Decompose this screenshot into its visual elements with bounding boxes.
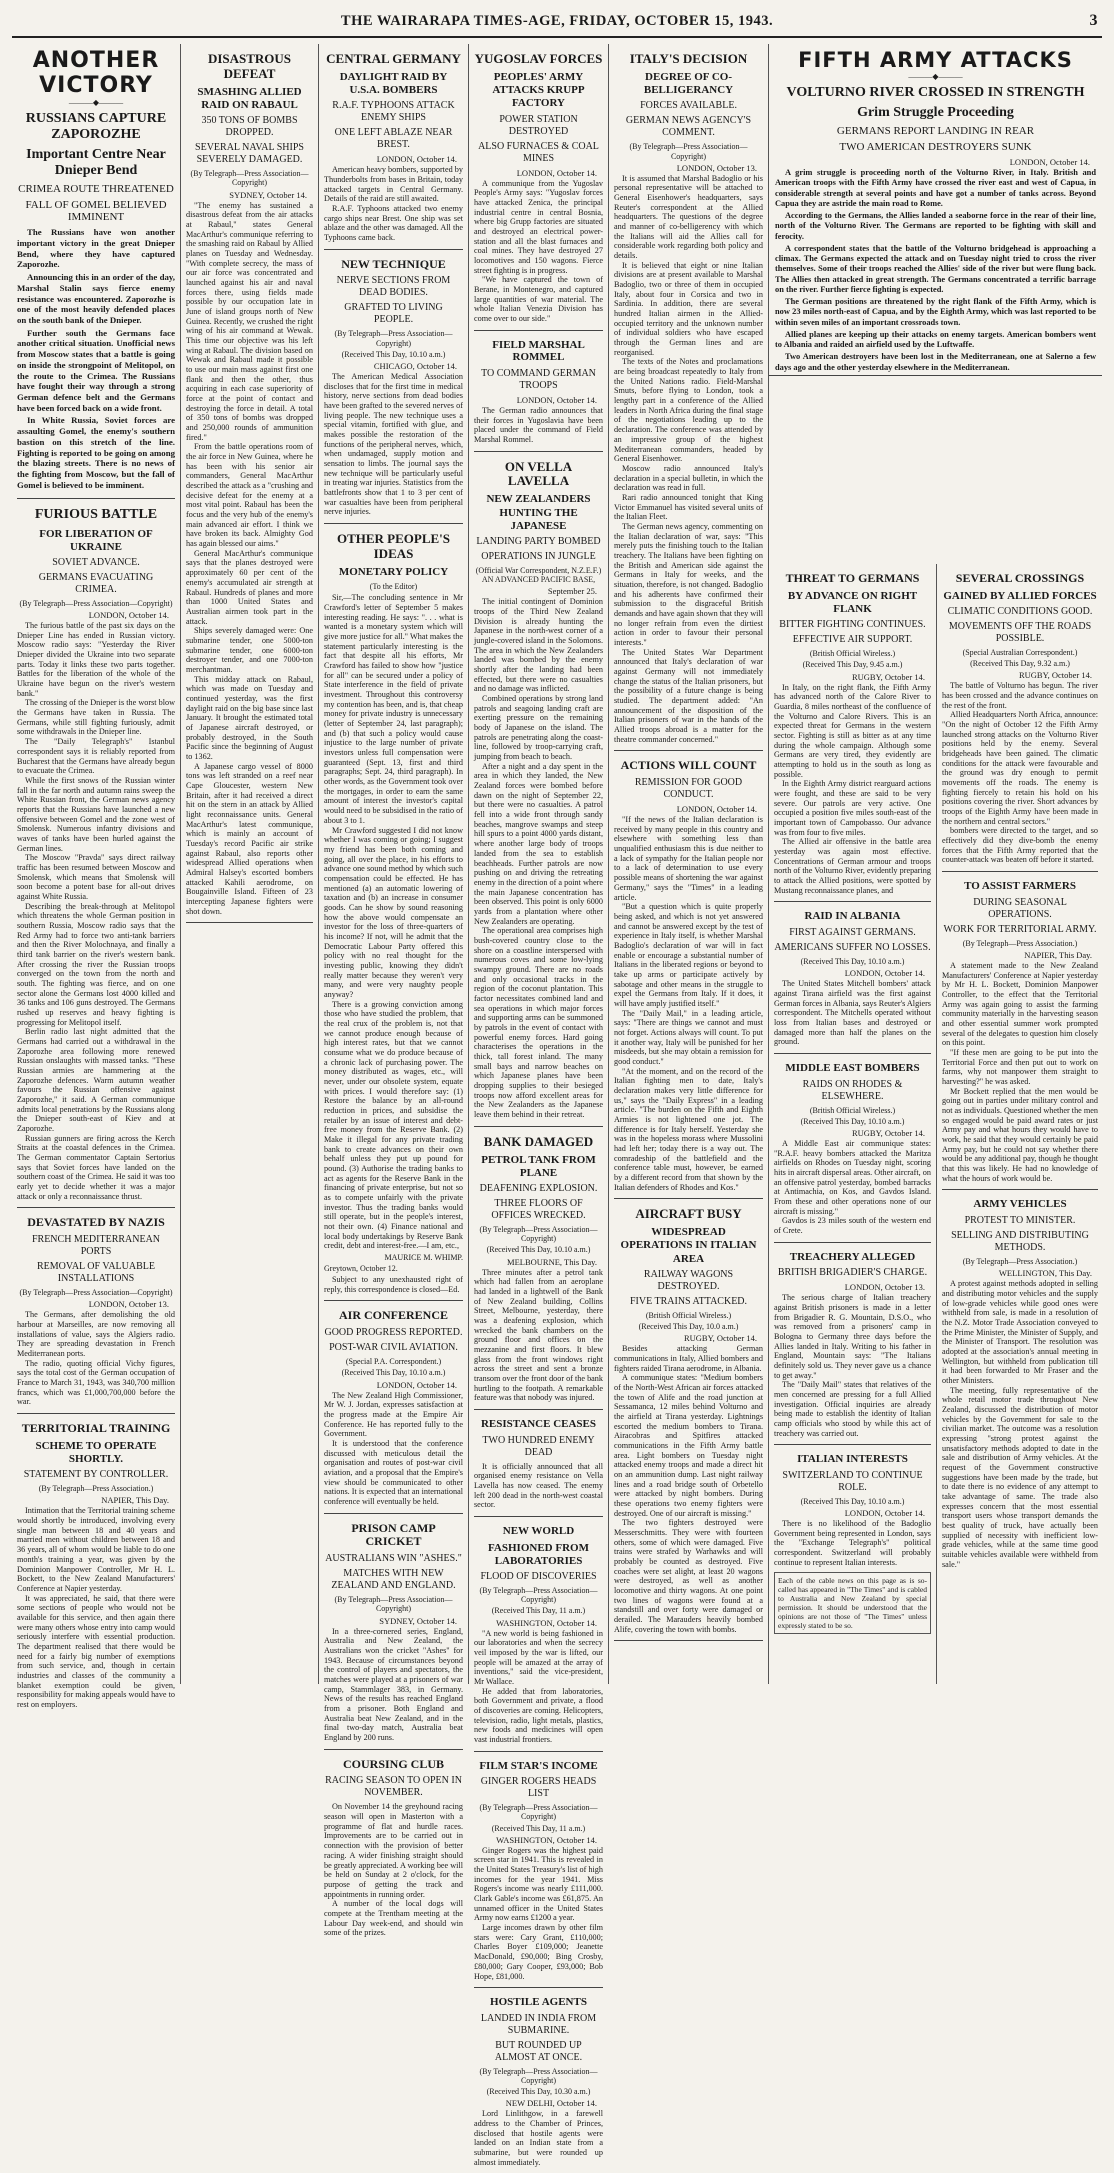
article-furious-battle: [17, 499, 175, 1208]
subheadline: PEOPLES' ARMY ATTACKS KRUPP FACTORY: [492, 70, 585, 110]
right-zone: [768, 44, 1102, 1684]
article-paragraph: Gavdos is 23 miles south of the western end of Crete.: [774, 1216, 931, 1235]
article-paragraph: The "Daily Telegraph's" Istanbul correspondent says it is reliably reported from Bucharest that the Germans have already begun to evacuate the Crimea.: [17, 737, 175, 776]
article-film-star: [474, 1752, 603, 1989]
article-bank-damaged: [474, 1127, 603, 1410]
subheadline: TWO AMERICAN DESTROYERS SUNK: [839, 141, 1032, 154]
subheadline: PROTEST TO MINISTER.: [964, 1215, 1076, 1227]
article-paragraph: Two American destroyers have been lost in the Mediterranean, one at Salerno a few days ago and the other yesterday elsewhere in the Mediterranean.: [775, 352, 1096, 372]
article-paragraph: The meeting, fully representative of the whole retail motor trade throughout New Zealand, discussed the distribution of motor vehicles by the Government for sale to the civilian market. The outcome was a resolution expressing "strong protest against the unsatisfactory methods adopted to date in the sale and distribution of Army vehicles. At the request of the Government constructive suggestions have been made by the trade, but to date there is no evidence of any attempt to take advantage of same. The trade also expresses concern that the most essential transport users whose transport demands the best quality of truck, have actually been supplied of necessity with inefficient low-grade vehicles, while at the same time good suitable vehicles available were withheld from sale.": [942, 1385, 1098, 1569]
headline: CENTRAL GERMANY: [326, 51, 461, 66]
article-paragraph: The German radio announces that their forces in Yugoslavia have been placed under the command of Field Marshal Rommel.: [474, 405, 603, 444]
headline: HOSTILE AGENTS: [490, 1996, 587, 2009]
article-paragraph: On November 14 the greyhound racing season will open in Masterton with a programme of flat and hurdle races. Improvements are to be carried out in connection with the provision of better racing. A wider finishing straight should be greatly appreciated. A working bee will be held on Sunday at 2 o'clock, for the purpose of getting the track and appointments in running order.: [324, 1802, 463, 1899]
article-paragraph: Lord Linlithgow, in a farewell address to the Chamber of Princes, disclosed that hostile agents were landed on an Indian state from a submarine, but were rounded up almost immediately.: [474, 2109, 603, 2167]
article-paragraph: The furious battle of the past six days on the Dnieper Line has ended in Russian victory. Moscow radio says: "Yesterday the River Dnieper divided the Ukraine into two separate parts. Today it links these two parts together. Battles for the liberation of the whole of the Ukraine have begun on the river's western bank.": [17, 621, 175, 698]
dateline: RUGBY, October 14.: [851, 1127, 925, 1138]
article-vella-lavella: [474, 452, 603, 1127]
article-paragraph: Mr Bockett replied that the men would be going out in parties under military control and not as individuals. Questioned whether the men so engaged would be paid award rates or just Army pay and what hours they would have to work, he said that they would certainly be paid Army pay, but he could not say whether there would be any additional pay, though he thought that this was likely. He had no knowledge of what the hours of work would be.: [942, 1086, 1098, 1183]
article-paragraph: Mr Crawford suggested I did not know whether I was coming or going; I suggest my friend has been both coming and going, all over the place, in his efforts to advance one sound method by which such compensation could be effected. He has mentioned (a) an automatic lowering of taxation and (b) an increase in consumer goods. Can he show by sound reasoning how the above would compensate an investor for the loss of three-quarters of his income? If not, will he admit that the Democratic Labour Party offered this policy with no real thought for the investing public, knowing they didn't really matter because they weren't very many, and were very naughty people anyway?: [324, 825, 463, 999]
article-paragraph: Subject to any unexhausted right of reply, this correspondence is closed—Ed.: [324, 1275, 463, 1294]
dateline: LONDON, October 14.: [516, 167, 597, 178]
article-paragraph: In the Eighth Army district rearguard actions were fought, and these are said to be very severe. Our patrols are very active. One occupied a position five miles south-east of the important town of Campobasso. Our advance was from four to five miles.: [774, 779, 931, 837]
subheadline: NEW ZEALANDERS HUNTING THE JAPANESE: [486, 493, 591, 532]
subheadline: GRAFTED TO LIVING PEOPLE.: [344, 302, 443, 326]
article-threat: [774, 564, 931, 902]
article-paragraph: "At the moment, and on the record of the Italian fighting men to date, Italy's declaration makes very little difference for us," says the "Daily Express" in a leading article. "The burden on the Fifth and Eighth Armies is not lightened one jot. The difference is for Italy herself. Yesterday she was in the hopeless morass where Mussolini had left her; today there is a way out. The comradeship of the battlefield and the conference table must, however, be earned by a different record from that shown by the Italian defenders of Rhodes and Kos.": [614, 1066, 763, 1192]
dateline: NAPIER, This Day.: [101, 1495, 169, 1506]
received-line: (Received This Day, 10.10 a.m.): [341, 349, 446, 359]
right-col-b: [936, 564, 1103, 1684]
article-paragraph: It is assumed that Marshal Badoglio or his personal representative will be attached to General Eisenhower's headquarters, says Reuter's correspondent at the Allied headquarters. The questions of the degree and manner of co-belligerency with which the Italians will aid the Allies call for considerable work regarding both policy and details.: [614, 173, 763, 261]
subheadline: FASHIONED FROM LABORATORIES: [488, 1541, 589, 1567]
letter-signature: MAURICE M. WHIMP.: [384, 1253, 463, 1263]
column-1: [12, 44, 180, 1709]
subheadline: GINGER ROGERS HEADS LIST: [480, 1776, 597, 1800]
subheadline: TO COMMAND GERMAN TROOPS: [481, 367, 596, 391]
right-col-a: [769, 564, 936, 1684]
article-paragraph: "A new world is being fashioned in our laboratories and when the secrecy veil imposed by the war is lifted, our people will be amazed at the array of inventions," said the vice-president, Mr Wallace.: [474, 1628, 603, 1686]
article-paragraph: A correspondent states that the battle of the Volturno bridgehead is approaching a climax. The Germans expected the attack and on Tuesday night tried to cross the river themselves. Some of their troops reached the Allies' side of the river but were flung back. The Allies then attacked in great strength. The Germans concentrated a terrific barrage on the river. Further fierce fighting is expected.: [775, 243, 1096, 294]
dateline: WASHINGTON, October 14.: [496, 1834, 597, 1845]
article-paragraph: Announcing this in an order of the day, Marshal Stalin says fierce enemy resistance was encountered. Zaporozhe is one of the most heavily defended places on the south bank of the Dnieper.: [17, 272, 175, 325]
divider: [775, 73, 1096, 81]
article-paragraph: The "Daily Mail" states that relatives of the men concerned are pressing for a full Allied investigation. Official inquiries are already being made to establish the identity of Italian camp officials who stood by while this act of treachery was carried out.: [774, 1380, 931, 1438]
article-paragraph: It was appreciated, he said, that there were some sections of people who would not be available for this service, and then again there were many others whose entry into camp would seriously interfere with essential production. The department realised that there would be need for a fairly big number of exemptions from such service, and, though in certain industries and classes of the community a blanket exemption could be given, responsibility for making appeals would have to rest on employers.: [17, 1593, 175, 1709]
subheadline: FIRST AGAINST GERMANS.: [789, 926, 916, 938]
article-paragraph: The Germans, after demolishing the old harbour at Marseilles, are now removing all installations of value, says the Algiers radio. They are spreading devastation in French Mediterranean ports.: [17, 1310, 175, 1359]
headline: ACTIONS WILL COUNT: [620, 758, 757, 773]
article-paragraph: The serious charge of Italian treachery against British prisoners is made in a letter from Brigadier R. G. Mountain, D.S.O., who was removed from a prisoners' camp in Bologna to Germany three days before the Allies landed in Italy. Writing to his father in England, Mountain says: "The Italians definitely sold us. They never gave us a chance to get away.": [774, 1293, 931, 1380]
column-4: [608, 44, 768, 1684]
received-line: (Received This Day, 11 a.m.): [491, 1823, 586, 1833]
article-paragraph: The texts of the Notes and proclamations are being broadcast repeatedly to Italy from the United Nations radio. Field-Marshal Smuts, before flying to London, took a lengthy part in a conference of the Allied leaders in North Africa during the final stage of the negotiations leading up to the declaration. The conference was attended by an impressive group of the highest Mediterranean commanders, headed by General Eisenhower.: [614, 357, 763, 464]
article-paragraph: Allied Headquarters North Africa, announce: "On the night of October 12 the Fifth Army launched strong attacks on the Volturno River positions held by the enemy. Several bridgeheads have been gained. The climatic conditions for the attack were favourable and the ground was dry enough to permit movements off the roads. The enemy is fighting fiercely to retain his hold on his positions covering the river. Short advances by troops of the Eighth Army have been made in the northern and central sectors.": [942, 710, 1098, 826]
article-new-world: [474, 1517, 603, 1752]
article-paragraph: A communique from the Yugoslav People's Army says: "Yugoslav forces have attacked Zenica, the principal industrial centre in central Bosnia, where big Grupp factories are situated and destroyed an electrical power-station and all the blast furnaces and coal mines. They have destroyed 27 locomotives and 150 wagons. Fierce street fighting is in progress.: [474, 178, 603, 275]
subheadline: DURING SEASONAL OPERATIONS.: [973, 896, 1067, 920]
article-paragraph: In White Russia, Soviet forces are assaulting Gomel, the enemy's southern bastion on this stretch of the line. Fighting is reported to be going on among the blazing streets. There is no news of the fighting from Moscow, but the fall of Gomel is believed to be imminent.: [17, 415, 175, 490]
credit-line: (British Official Wireless.): [809, 649, 896, 659]
headline: DISASTROUS DEFEAT: [207, 51, 292, 81]
subheadline: RAILWAY WAGONS DESTROYED.: [643, 1268, 734, 1292]
credit-line: (By Telegraph—Press Association—Copyright): [479, 1224, 598, 1244]
article-paragraph: It is understood that the conference discussed with meticulous detail the organisation and routes of post-war civil aviation, and a proposal that the Empire's view should be communicated to other nations. It is expected that an international conference will eventually be held.: [324, 1438, 463, 1506]
credit-line: (By Telegraph—Press Association—Copyright): [334, 329, 453, 348]
credit-line: (By Telegraph—Press Association—Copyright): [479, 1585, 598, 1605]
headline: ITALY'S DECISION: [629, 51, 748, 66]
dateline: SYDNEY, October 14.: [229, 189, 307, 200]
headline: PRISON CAMP CRICKET: [351, 1520, 436, 1549]
article-fifth-army: [769, 48, 1102, 376]
headline: TO ASSIST FARMERS: [964, 880, 1076, 893]
credit-line: (Official War Correspondent, N.Z.E.F.) AN ADVANCED PACIFIC BASE,: [475, 565, 602, 585]
dateline: LONDON, October 14.: [376, 154, 457, 165]
dateline: NAPIER, This Day.: [1024, 949, 1092, 960]
received-line: (Received This Day, 11 a.m.): [491, 1606, 586, 1616]
article-paragraph: American heavy bombers, supported by Thunderbolts from bases in Britain, today attacked targets in Central Germany. Details of the raid are still awaited.: [324, 165, 463, 204]
dateline: LONDON, October 13.: [676, 162, 757, 173]
column-6: [318, 44, 468, 1938]
article-paragraph: The United States Mitchell bombers' attack against Tirana airfield was the first against German forces in Albania, says Reuter's Algiers correspondent. The Mitchells operated without loss from Italian bases and destroyed or damaged more than half the planes on the ground.: [774, 979, 931, 1047]
subheadline: Important Centre Near Dnieper Bend: [26, 147, 166, 179]
article-paragraph: R.A.F. Typhoons attacked two enemy cargo ships near Brest. One ship was set ablaze and the other was damaged. All the Typhoons came back.: [324, 204, 463, 243]
article-paragraph: The operational area comprises high bush-covered country close to the shore on a coastline interspersed with numerous coves and some low-lying swampy ground. There are no roads and only occasional tracks in the region of the coconut plantation. This factor necessitates combined land and sea operations in which major forces and supporting arms can be summoned by patrols in the event of contact with powerful enemy forces. Hard going characterises the operations in the thick, tall forest inland. The many small bays and narrow beaches on which Japanese planes have been dropping supplies to their besieged troops now afford excellent areas for the New Zealanders as the Japanese leave them behind in their retreat.: [474, 926, 603, 1119]
credit-line: (By Telegraph—Press Association—Copyright): [19, 598, 173, 608]
subheadline: BUT ROUNDED UP ALMOST AT ONCE.: [494, 2039, 583, 2063]
subheadline: 350 TONS OF BOMBS DROPPED.: [201, 115, 298, 139]
headline: SEVERAL CROSSINGS: [955, 571, 1085, 585]
subheadline: DEGREE OF CO-BELLIGERANCY: [643, 70, 734, 97]
headline: DEVASTATED BY NAZIS: [27, 1215, 165, 1230]
subheadline: LANDING PARTY BOMBED: [476, 535, 601, 547]
headline: COURSING CLUB: [342, 1756, 444, 1771]
subheadline: PETROL TANK FROM PLANE: [481, 1153, 596, 1179]
right-lower: [769, 564, 1102, 1684]
headline: BANK DAMAGED: [483, 1133, 594, 1149]
subheadline: FRENCH MEDITERRANEAN PORTS: [31, 1234, 161, 1258]
subheadline: SCHEME TO OPERATE SHORTLY.: [35, 1439, 157, 1466]
subheadline: RAIDS ON RHODES & ELSEWHERE.: [802, 1078, 903, 1102]
received-line: (Received This Day, 9.32 a.m.): [970, 659, 1070, 669]
times-notice: Each of the cable news on this page as is so-called has appeared in "The Times" and is cabled to Australia and New Zealand by special permission. It should be understood that the opinions are not those of "The Times" unless expressly stated to be so.: [774, 1572, 931, 1634]
article-treachery: [774, 1243, 931, 1446]
subheadline: REMOVAL OF VALUABLE INSTALLATIONS: [37, 1261, 155, 1285]
article-paragraph: There is no likelihood of the Badoglio Government being represented in London, says the "Exchange Telegraph's" political correspondent. Switzerland will probably continue to represent Italian interests.: [774, 1519, 931, 1567]
headline: NEW WORLD: [502, 1524, 575, 1537]
headline: VOLTURNO RIVER CROSSED IN STRENGTH: [786, 85, 1085, 100]
article-paragraph: A Japanese cargo vessel of 8000 tons was left stranded on a reef near Cape Gloucester, western New Britain, after it had received a direct hit on the stern in an attack by Allied light reconnaissance units. General MacArthur's latest communique, which is mainly an account of Tuesday's record Pacific air strike against Rabaul, also reports other widespread Allied operations when Admiral Halsey's escorted bombers attacked Kahili aerodrome, on Bougainville Island. Fifteen of 23 intercepting Japanese fighters were shot down.: [186, 761, 313, 916]
subheadline: GERMANS EVACUATING CRIMEA.: [38, 571, 154, 595]
letter-place: Greytown, October 12.: [324, 1264, 398, 1274]
article-paragraph: Ships severely damaged were: One submarine tender, one 5000-ton submarine tender, one 6000-ton destroyer tender, and one 7000-ton merchantman.: [186, 626, 313, 674]
article-paragraph: "The enemy has sustained a disastrous defeat from the air attacks at Rabaul," states General MacArthur's communique referring to the smashing raid on Rabaul by Allied planes on Tuesday and Wednesday. "With complete secrecy, the mass of our air force was concentrated and launched against his air and naval forces there, using fields made possible by our occupation late in June of island groups north of New Guinea. Recently, we crushed the right wing of his air command at Wewak. This time our objective was his left wing at Rabaul. The division based on Wewak and Rabaul made it possible to use our main mass against first one flank and then the other, thus acquiring in each case superiority of force at the point of contact and destroying the force in detail. A total of 350 tons of bombs was dropped and 250,000 rounds of ammunition fired.": [186, 200, 314, 442]
masthead: [12, 8, 1102, 38]
headline: NEW TECHNIQUE: [341, 256, 446, 271]
article-rommel: [474, 331, 603, 452]
headline: ITALIAN INTERESTS: [797, 1453, 908, 1466]
subheadline: STATEMENT BY CONTROLLER.: [23, 1469, 169, 1481]
article-paragraph: Intimation that the Territorial training scheme would shortly be introduced, involving every single man between 18 and 40 years and married men without children between 18 and 36 years, all of whom would be liable to do one month's training a year, was given by the Dominion Manpower Controller, Mr H. L. Bockett, to the New Zealand Manufacturers' Conference at Napier yesterday.: [17, 1506, 175, 1593]
article-paragraph: It is believed that eight or nine Italian divisions are at present available to Marshal Badoglio, two or three of them in occupied Italy, about four in Corsica and two in Sardinia. In addition, there are several hundred Italian airmen in the Allied-occupied territory and the unknown number of individual soldiers who have escaped through the German lines and are reorganised.: [614, 260, 763, 357]
article-resistance-ceases: [474, 1410, 603, 1517]
article-paragraph: He added that from laboratories, both Government and private, a flood of discoveries are coming. Helicopters, television, radio, light metals, plastics, new foods and medicines will open vast industrial frontiers.: [474, 1686, 603, 1744]
article-prison-camp-cricket: [324, 1514, 463, 1750]
subheadline: R.A.F. TYPHOONS ATTACK ENEMY SHIPS: [332, 100, 455, 124]
subheadline: EFFECTIVE AIR SUPPORT.: [792, 634, 913, 646]
received-line: (Received This Day, 10.30 a.m.): [486, 2087, 591, 2097]
article-another-victory: [17, 44, 175, 499]
article-paragraph: Rari radio announced tonight that King Victor Emmanuel has visited several units of the Italian Fleet.: [614, 492, 763, 522]
credit-line: (By Telegraph—Press Association.): [962, 1257, 1078, 1267]
page-number: 3: [1089, 12, 1098, 29]
headline-banner: FIFTH ARMY ATTACKS: [798, 48, 1073, 72]
article-paragraph: A number of the local dogs will compete at the Trentham meeting at the Labour Day week-end, and should win some of the prizes.: [324, 1899, 463, 1938]
subheadline: POST-WAR CIVIL AVIATION.: [329, 1342, 458, 1354]
article-paragraph: "If these men are going to be put into the Territorial Force and then put out to work on farms, why not manpower them straight to harvesting?" he was asked.: [942, 1048, 1098, 1087]
dateline: MELBOURNE, This Day.: [507, 1256, 597, 1267]
article-paragraph: The New Zealand High Commissioner, Mr W. J. Jordan, expresses satisfaction at the progress made at the Empire Air Conference. He has reported fully to the Government.: [324, 1390, 463, 1439]
article-disastrous-defeat: [186, 44, 313, 923]
credit-line: (By Telegraph—Press Association—Copyright): [334, 1595, 453, 1614]
article-paragraph: The Allied air offensive in the battle area yesterday was again most effective. Concentrations of German armour and troops north of the Volturno River, evidently preparing to attack the Allied positions, were spotted by Mustang reconnaissance planes, and: [774, 837, 931, 895]
headline: THREAT TO GERMANS: [785, 571, 920, 585]
subheadline: SEVERAL NAVAL SHIPS SEVERELY DAMAGED.: [195, 142, 304, 166]
subheadline: BITTER FIGHTING CONTINUES.: [779, 619, 926, 631]
divider: [17, 99, 175, 107]
dateline: LONDON, October 14.: [88, 610, 169, 621]
article-paragraph: Berlin radio last night admitted that the Germans had carried out a withdrawal in the Zaporozhe area following more renewed Russian onslaughts with massed tanks. "These Russian armies are hammering at the Zaporozhe defences. Warm autumn weather favours the Russian offensive against Zaporozhe," it said. A German communique admits local penetrations by the Russians along the Dnieper south-east of Kiev and at Zaporozhe.: [17, 1027, 175, 1134]
article-aircraft-busy: [614, 1199, 763, 1641]
article-other-peoples-ideas: [324, 524, 463, 1301]
article-italian-interests: [774, 1445, 931, 1643]
dateline: CHICAGO, October 14.: [373, 361, 457, 372]
subheadline: THREE FLOORS OF OFFICES WRECKED.: [491, 1197, 586, 1221]
headline-banner: ANOTHER VICTORY: [32, 48, 160, 98]
article-paragraph: From the battle operations room of the air force in New Guinea, where he has been with his senior air commanders, General MacArthur described the attack as a "crushing and decisive defeat for the enemy at a most vital point. Rabaul has been the focus and the very hub of the enemy's main advanced air effort. I think we have broken its back. Almighty God has again blessed our aims.": [186, 442, 314, 549]
dateline: RUGBY, October 14.: [1018, 670, 1092, 681]
article-coursing-club: [324, 1750, 463, 1944]
article-paragraph: Moscow radio announced Italy's declaration in a special bulletin, in which the declaration was read in full.: [614, 463, 763, 493]
article-paragraph: The initial contingent of Dominion troops of the Third New Zealand Division is already hunting the Japanese in the north-west corner of a jungle-covered island in the Solomons. The area in which the New Zealanders landed was bombed by the enemy shortly after the landing had been effected, but there were no casualties and no damage was inflicted.: [474, 597, 603, 694]
subheadline: ALSO FURNACES & COAL MINES: [478, 140, 599, 164]
article-paragraph: A Middle East air communique states: "R.A.F. heavy bombers attacked the Maritza airfields on Rhodes on Tuesday night, scoring hits in aircraft dispersal areas. Other aircraft, on an offensive patrol yesterday, bombed barracks at Antimachia, on Kos, and Gavdos Island. From these and other operations none of our aircraft is missing.": [774, 1138, 931, 1216]
article-middle-east: [774, 1054, 931, 1243]
article-paragraph: General MacArthur's communique says that the planes destroyed were approximately 60 per cent of the enemy's accumulated air strength at Rabaul. Hundreds of planes and more than 1000 United States and Australian airmen took part in the attack.: [186, 548, 313, 626]
article-paragraph: A grim struggle is proceeding north of the Volturno River, in Italy. British and American troops with the Fifth Army have crossed the river east and west of Capua, in considerable strength at several points and have got a number of tanks across. Beyond Capua they are astride the main road to Rome.: [775, 168, 1096, 208]
headline: ARMY VEHICLES: [973, 1198, 1067, 1211]
headline: FURIOUS BATTLE: [34, 507, 158, 523]
received-line: (Received This Day, 9.45 a.m.): [802, 660, 903, 670]
subheadline: CLIMATIC CONDITIONS GOOD.: [947, 605, 1093, 617]
article-paragraph: A communique states: "Medium bombers of the North-West African air forces attacked the town of Alife and the road junction at Sessamanca, 12 miles behind Volturno and the airfield at Tirana yesterday. Lightnings escorted the medium bombers to Tirana. Airacobras and Spitfires attacked communications in the Fifth Army battle area. Light bombers on Tuesday night attacked enemy troops and made a direct hit on an ammunition dump. Last night railway lines and a road bridge south of Orbetello were attacked by night bombers. During these operations two enemy fighters were destroyed. One of our aircraft is missing.": [614, 1373, 763, 1518]
masthead-title: THE WAIRARAPA TIMES-AGE, FRIDAY, OCTOBER 15, 1943.: [340, 13, 774, 29]
headline: AIR CONFERENCE: [338, 1308, 448, 1323]
article-paragraph: Besides attacking German communications in Italy, Allied bombers and fighters raided Tirana aerodrome, in Albania.: [614, 1344, 763, 1373]
subheadline: NERVE SECTIONS FROM DEAD BODIES.: [336, 275, 451, 299]
subheadline: MATCHES WITH NEW ZEALAND AND ENGLAND.: [331, 1568, 456, 1592]
subheadline: SMASHING ALLIED RAID ON RABAUL: [197, 85, 302, 112]
article-army-vehicles: [942, 1190, 1098, 1575]
dateline: WASHINGTON, October 14.: [496, 1617, 597, 1628]
received-line: (Received This Day, 10.10 a.m.): [800, 1496, 905, 1506]
article-paragraph: Russian gunners are firing across the Kerch Straits at the coastal defences in the Crimea. The German commentator Captain Sertorius says that Soviet forces have landed on the southern coast of the Crimea. He said it was too early yet to decide whether it was a major attack or only a reconnaissance thrust.: [17, 1133, 175, 1201]
article-paragraph: The radio, quoting official Vichy figures, says the total cost of the German occupation of France to March 31, 1943, was 340,700 million francs, which was £1,000,700,000 before the war.: [17, 1358, 175, 1407]
credit-line: (British Official Wireless.): [645, 1310, 732, 1320]
dateline: RUGBY, October 14.: [851, 671, 925, 682]
dateline: LONDON, October 14.: [844, 968, 925, 979]
headline: OTHER PEOPLE'S IDEAS: [336, 531, 451, 562]
subheadline: AUSTRALIANS WIN "ASHES.": [325, 1553, 462, 1565]
subheadline: MONETARY POLICY: [338, 566, 449, 578]
credit-line: (By Telegraph—Press Association.): [38, 1484, 154, 1494]
subheadline: TWO HUNDRED ENEMY DEAD: [482, 1434, 595, 1458]
subheadline: LANDED IN INDIA FROM SUBMARINE.: [480, 2012, 597, 2036]
article-albania: [774, 902, 931, 1054]
credit-line: (By Telegraph—Press Association—Copyright): [629, 142, 748, 161]
article-paragraph: "We have captured the town of Berane, in Montenegro, and captured large quantities of war material. The whole Italian Venezia Division has come over to our side.": [474, 275, 603, 323]
article-paragraph: The German positions are threatened by the right flank of the Fifth Army, which is now 23 miles north-east of Capua, and by the Eighth Army, which was last reported to be within seven miles of an important crossroads town.: [775, 297, 1096, 327]
article-paragraph: The United States War Department announced that Italy's declaration of war against Germany will not immediately change the status of the Italian prisoners, but the possibility of a future change is being studied. The department added: "An announcement of the disposition of the Italian prisoners of war in the hands of the Allied troops abroad is a matter for the theatre commander concerned.": [614, 647, 763, 744]
credit-line: (British Official Wireless.): [809, 1105, 896, 1115]
credit-line: (Special Australian Correspondent.): [962, 647, 1078, 657]
article-paragraph: bombers were directed to the target, and so effectively did they dive-bomb the enemy forces that the Fifth Army reported that the counter-attack was beaten off before it started.: [942, 826, 1098, 865]
headline: RESISTANCE CEASES: [480, 1417, 597, 1430]
article-paragraph: In Italy, on the right flank, the Fifth Army has advanced north of the Calore River to Guardia, 8 miles northeast of the confluence of the Volturno and Calore Rivers. This is an expected threat for Germans in the western sector. Fighting is still as bitter as at any time during the whole campaign. Although some Germans are very tired, they evidently are attempting to hold us in the south as long as possible.: [774, 682, 931, 779]
headline: MIDDLE EAST BOMBERS: [785, 1061, 920, 1074]
received-line: (Received This Day, 10.10 a.m.): [486, 1245, 591, 1255]
article-yugoslav-forces: [474, 44, 603, 331]
subheadline: FOR LIBERATION OF UKRAINE: [39, 527, 153, 553]
dateline: LONDON, October 14.: [376, 1379, 457, 1390]
article-paragraph: A protest against methods adopted in selling and distributing motor vehicles and the supply of low-grade vehicles while good ones were withheld from sale, is made in a resolution of the N.Z. Motor Trade Association conveyed to the Prime Minister, the Minister of Supply, and the Minister of Transport. The resolution was adopted at the association's annual meeting in Wellington, but withheld from publication till it had been forwarded to Mr Fraser and the other Ministers.: [942, 1279, 1098, 1385]
article-paragraph: It is officially announced that all organised enemy resistance on Vella Lavella has now ceased. The enemy left 200 dead in the north-west coastal sector.: [474, 1461, 603, 1510]
received-line: (Received This Day, 10.0 a.m.): [638, 1322, 739, 1332]
article-paragraph: Ginger Rogers was the highest paid screen star in 1941. This is revealed in the United States Treasury's list of high incomes for the year 1941. Miss Rogers's income was nearly £111,000. Clark Gable's income was £61,875. An unnamed officer in the United States Army now earns £1200 a year.: [474, 1845, 603, 1923]
headline: RAID IN ALBANIA: [804, 910, 901, 923]
article-paragraph: The two fighters destroyed were Messerschmitts. They were with fourteen others, some of which were damaged. Five trains were strafed by Warhawks and will probably be counted as destroyed. Five coaches were set alight, at least 20 wagons were destroyed, as well as another locomotive and thirty wagons. At one point two lines of wagons were found at a standstill and over forty were damaged or derailed. The Marauders heavily bombed Alife, covering the town with bombs.: [614, 1518, 763, 1634]
subheadline: SWITZERLAND TO CONTINUE ROLE.: [782, 1469, 923, 1493]
dateline: LONDON, October 14.: [516, 394, 597, 405]
column-3: [468, 44, 608, 2167]
column-2: [180, 44, 318, 1684]
dateline: LONDON, October 14.: [676, 804, 757, 815]
subheadline: GERMANS REPORT LANDING IN REAR: [836, 125, 1035, 138]
article-paragraph: The crossing of the Dnieper is the worst blow the Germans have taken in Russia. The Germans, while still fighting furiously, admit some withdrawals in the Dnieper line.: [17, 698, 175, 737]
article-air-conference: [324, 1301, 463, 1513]
article-several-crossings: [942, 564, 1098, 872]
article-paragraph: A statement made to the New Zealand Manufacturers' Conference at Napier yesterday by Mr H. L. Bockett, Dominion Manpower Controller, to the effect that the Territorial Army was again going to assist the farming community materially in the harvesting season and other essential summer work prompted several of the delegates to question him closely on this point.: [942, 960, 1098, 1048]
article-paragraph: The battle of Volturno has begun. The river has been crossed and the advance continues on the rest of the front.: [942, 681, 1098, 710]
subheadline: SELLING AND DISTRIBUTING METHODS.: [951, 1230, 1089, 1254]
dateline: NEW DELHI, October 14.: [505, 2098, 597, 2109]
article-paragraph: Combined operations by strong land patrols and seagoing landing craft are exerting pressure on the remaining body of Japanese on the island. The patrols are penetrating along the coast-line, followed by troop-carrying craft, jumping from beach to beach.: [474, 694, 603, 762]
article-italy-decision: [614, 44, 763, 751]
article-new-technique: [324, 250, 463, 524]
subheadline: DAYLIGHT RAID BY U.S.A. BOMBERS: [339, 70, 448, 97]
article-hostile-agents: [474, 1988, 603, 2173]
article-paragraph: Three minutes after a petrol tank which had fallen from an aeroplane had landed in a lightwell of the Bank of New Zealand building, Collins Street, Melbourne, yesterday, there was a deafening explosion, which wrecked the bank chambers on the ground floor and offices on the mezzanine and first floors. It blew glass from the front windows right across the street and sent a bronze transom over the front door of the bank hurtling to the footpath. A remarkable feature was that nobody was injured.: [474, 1267, 603, 1403]
subheadline: FIVE TRAINS ATTACKED.: [629, 1295, 748, 1307]
article-paragraph: There is a growing conviction among those who have studied the problem, that the real crux of the problem is, not that we cannot produce enough because of high interest rates, but that we cannot consume what we do produce because of a chronic lack of purchasing power. The money distributed as wages, etc., will never, under our obsolete system, equate with prices. I would therefore say: (1) Restore the balance by an all-round reduction in prices, and subsidise the retailer by an issue of interest and debt-free money from the Reserve Bank. (2) Make it illegal for any private trading bank to create advances on their own behalf unless they put up pound for pound. (3) Authorise the trading banks to act as agents for the Reserve Bank in the financing of private enterprise, but not so as to compete unfairly with the private investor. Thus the trading banks would still operate, but in the people's interest, not their own. (4) Finance national and local body undertakings by Reserve Bank credit, debt and interest-free.—I am, etc.,: [324, 999, 463, 1251]
to-editor-line: (To the Editor): [369, 582, 418, 592]
columns: [12, 44, 1102, 2167]
subheadline: BY ADVANCE ON RIGHT FLANK: [787, 589, 918, 615]
headline: RUSSIANS CAPTURE ZAPOROZHE: [25, 111, 167, 143]
headline: AIRCRAFT BUSY: [635, 1206, 742, 1222]
subheadline: RACING SEASON TO OPEN IN NOVEMBER.: [325, 1775, 462, 1799]
received-line: (Received This Day, 10.10 a.m.): [800, 956, 905, 966]
article-paragraph: According to the Germans, the Allies landed a seaborne force in the rear of their line, north of the Volturno River. The Germans are reported to be fighting with skill and ferocity.: [775, 211, 1096, 241]
subheadline: AMERICANS SUFFER NO LOSSES.: [774, 941, 931, 953]
subheadline: GOOD PROGRESS REPORTED.: [324, 1327, 463, 1339]
subheadline: Grim Struggle Proceeding: [857, 105, 1014, 121]
subheadline: CRIMEA ROUTE THREATENED: [18, 183, 174, 196]
article-territorial: [17, 1414, 175, 1715]
dateline: LONDON, October 13.: [844, 1282, 925, 1293]
article-paragraph: Large incomes drawn by other film stars were: Cary Grant, £110,000; Charles Boyer £109,000; Jeanette MacDonald, £90,000; Bing Crosby, £80,000; Gary Cooper, £93,000; Bob Hope, £81,000.: [474, 1923, 603, 1981]
subheadline: FALL OF GOMEL BELIEVED IMMINENT: [25, 199, 167, 224]
article-paragraph: The "Daily Mail," in a leading article, says: "There are things we cannot and must not forget. Actions always will count. To put it another way, Italy will be punished for her misdeeds, but she may obtain a remission for good conduct.": [614, 1008, 763, 1066]
article-paragraph: Describing the break-through at Melitopol which threatens the whole German position in southern Russia, Moscow radio says that the Red Army had to force two anti-tank barriers and then the River Molochnaya, and finally a third tank barrier on the river's western bank. After crossing the river the Russian troops converged on the town from the north and south. The fighting was fierce, and on one sector alone the Germans lost 4000 killed and 36 tanks and 106 guns destroyed. The Germans rushed up reserves and heavy fighting is progressing for Melitopol itself.: [17, 901, 175, 1027]
article-paragraph: "If the news of the Italian declaration is received by many people in this country and elsewhere with something less than unqualified enthusiasm this is due neither to a lack of sympathy for the Italian people nor to a lack of determination to use every possible means of shortening the war against Germany," says the "Times" in a leading article.: [614, 815, 763, 902]
dateline: September 25.: [547, 586, 597, 597]
subheadline: BRITISH BRIGADIER'S CHARGE.: [777, 1267, 928, 1279]
article-central-germany: [324, 44, 463, 250]
dateline: LONDON, October 14.: [1009, 157, 1090, 168]
article-paragraph: In a three-cornered series, England, Australia and New Zealand, the Australians won the cricket "Ashes" for 1943. Because of circumstances beyond the control of players and spectators, the matches were played at a prisoners of war camp, Stammlager 383, in Germany. News of the results has reached England from a prisoner. Both England and Australia beat New Zealand, and in the final two-day match, Australia beat England by 200 runs.: [324, 1626, 463, 1742]
headline: TERRITORIAL TRAINING: [21, 1421, 171, 1436]
article-paragraph: "But a question which is quite properly being asked, and which is not yet answered and cannot be answered except by the test of experience in Italy itself, is whether Marshal Badoglio's declaration of war will in fact enable or encourage a substantial number of Italians in the liberated regions or beyond to take up arms or participate actively by sabotage and other means in the struggle to expel the Germans from Italy. If it does, it will have amply justified itself.": [614, 902, 763, 1008]
subheadline: MOVEMENTS OFF THE ROADS POSSIBLE.: [948, 620, 1092, 644]
dateline: LONDON, October 14.: [844, 1508, 925, 1519]
article-paragraph: The Moscow "Pravda" says direct railway traffic has been resumed between Moscow and Smolensk, which means that Smolensk will soon become a potent base for all-out drives against White Russia.: [17, 853, 175, 901]
article-paragraph: The American Medical Association discloses that for the first time in medical history, nerve sections from dead bodies have been grafted to the severed nerves of living people. The new technique uses a special vitamin, fortified with glue, and makes possible the restoration of the functions of the peripheral nerves, which, when undamaged, supply motion and sensation to limbs. The journal says the new technique will be particularly useful in treating war injuries. Statistics from the battlefronts show that 1 to 3 per cent of war casualties have been from peripheral nerve injuries.: [324, 372, 463, 517]
article-paragraph: After a night and a day spent in the area in which they landed, the New Zealand forces were bombed before dawn on the night of September 22, but there were no casualties. A patrol fell into a wide front through sandy beaches, mangrove swamps and steep hill spurs to a point 4000 yards distant, where another large body of troops landed from the sea to establish beachheads. Further patrols are now pushing on and driving the retreating enemy in the direction of a point where the main Japanese concentration has been observed. This point is only 6000 yards from a plantation where other New Zealanders are operating.: [474, 761, 603, 926]
credit-line: (By Telegraph—Press Association—Copyright): [479, 2066, 598, 2085]
headline: FILM STAR'S INCOME: [479, 1759, 598, 1772]
subheadline: REMISSION FOR GOOD CONDUCT.: [634, 777, 743, 801]
article-actions-count: [614, 751, 763, 1199]
article-paragraph: Further south the Germans face another critical situation. Unofficial news from Moscow states that a battle is going on inside the strongpoint of Melitopol, on the route to the Crimea. The Russians have fought their way through a strong German defence belt and the Germans have been forced back on a wide front.: [17, 327, 175, 413]
article-paragraph: The Russians have won another important victory in the great Dnieper Bend, where they have captured Zaporozhe.: [17, 227, 175, 270]
article-paragraph: While the first snows of the Russian winter fall in the far north and autumn rains sweep the White Russian front, the German news agency reports that the Russians have launched a new offensive between Gomel and the zone west of Smolensk. Numerous infantry divisions and waves of tanks have been hurled against the German lines.: [17, 775, 175, 853]
headline: YUGOSLAV FORCES: [474, 51, 603, 66]
subheadline: GERMAN NEWS AGENCY'S COMMENT.: [625, 115, 752, 139]
headline: TREACHERY ALLEGED: [789, 1250, 916, 1263]
subheadline: ONE LEFT ABLAZE NEAR BREST.: [334, 127, 453, 151]
subheadline: POWER STATION DESTROYED: [499, 113, 578, 137]
article-assist-farmers: [942, 872, 1098, 1190]
subheadline: DEAFENING EXPLOSION.: [479, 1182, 598, 1194]
received-line: (Received This Day, 10.10 a.m.): [800, 1116, 905, 1126]
received-line: (Received This Day, 10.10 a.m.): [341, 1368, 446, 1378]
subheadline: WORK FOR TERRITORIAL ARMY.: [943, 923, 1097, 935]
article-paragraph: This midday attack on Rabaul, which was made on Tuesday and continued yesterday, was the first daylight raid on the big base since last January. It brought the estimated total of Japanese aircraft destroyed, or probably destroyed, in the South Pacific since the beginning of August to 1362.: [186, 674, 313, 761]
headline: ON VELLA LAVELLA: [504, 458, 573, 489]
headline: FIELD MARSHAL ROMMEL: [492, 338, 585, 364]
credit-line: (By Telegraph—Press Association—Copyright): [190, 169, 309, 188]
dateline: RUGBY, October 14.: [683, 1333, 757, 1344]
subheadline: FORCES AVAILABLE.: [640, 100, 737, 112]
subheadline: SOVIET ADVANCE.: [52, 556, 140, 568]
credit-line: (By Telegraph—Press Association—Copyright): [19, 1288, 173, 1298]
credit-line: (Special P.A. Correspondent.): [345, 1357, 442, 1367]
dateline: LONDON, October 13.: [88, 1299, 169, 1310]
dateline: SYDNEY, October 14.: [379, 1615, 457, 1626]
article-paragraph: The German news agency, commenting on the Italian declaration of war, says: "This merely puts the finishing touch to the Italian treachery. The Italians have been fighting on the British and American side against the Germans in Italy for weeks, and the situation, therefore, is not changed. Badoglio and his adherents have confirmed their submission to the disgraceful British demands and have again shown that they will no longer refrain from even the dirtiest action in order to favour their personal interests.": [614, 521, 763, 647]
subheadline: FLOOD OF DISCOVERIES: [480, 1570, 597, 1582]
article-paragraph: Allied planes are keeping up their attacks on enemy targets. American bombers went to Albania and raided an airfield used by the Luftwaffe.: [775, 329, 1096, 350]
subheadline: WIDESPREAD OPERATIONS IN ITALIAN AREA: [620, 1226, 757, 1265]
subheadline: OPERATIONS IN JUNGLE: [481, 550, 596, 562]
article-paragraph: Sir,—The concluding sentence in Mr Crawford's letter of September 5 makes interesting reading. He says: ". . . what is wanted is a monetary system which will give more justice for all." What makes the statement particularly interesting is the fact that despite all his efforts, Mr Crawford has failed to show how "justice for all" can be secured under a policy of State interference in the field of private investment. Throughout this controversy my contention has been, and is, that cheap money for private industry is unnecessary (letter of September 24, last paragraph); and (b) that such a policy would cause injustice to the large number of private investors unless full compensation were guaranteed (Sept. 13, first and third paragraphs; Sept. 24, third paragraph). In other words, as the Government took over the mortgages, in order to earn the same amount of interest the investor's capital would need to be subsidised in the ratio of about 3 to 1.: [324, 593, 463, 825]
credit-line: (By Telegraph—Press Association—Copyright): [479, 1803, 598, 1822]
credit-line: (By Telegraph—Press Association.): [962, 938, 1078, 948]
article-devastated: [17, 1208, 175, 1414]
dateline: WELLINGTON, This Day.: [998, 1268, 1092, 1279]
subheadline: GAINED BY ALLIED FORCES: [943, 589, 1097, 602]
